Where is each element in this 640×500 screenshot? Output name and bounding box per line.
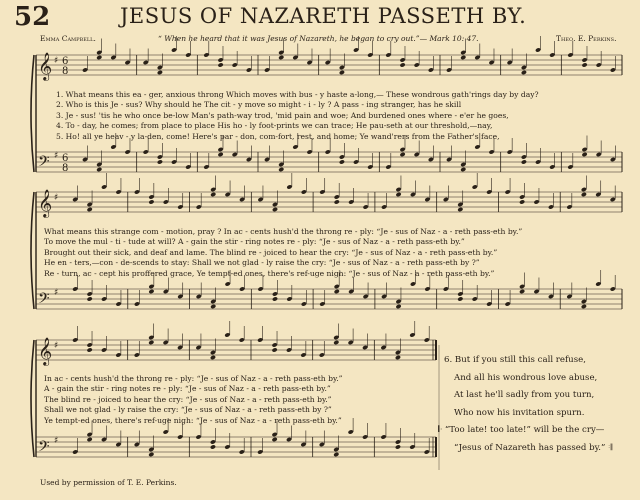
note-head (278, 55, 284, 60)
note-head (457, 296, 463, 301)
time-signature-numerator: 6 (62, 56, 69, 67)
note-head (148, 340, 154, 345)
note-head (521, 70, 527, 75)
note-head (210, 444, 216, 449)
note-head (272, 347, 278, 352)
note-head (210, 355, 216, 360)
note-head (581, 192, 587, 197)
verse-six (438, 352, 613, 458)
lyric-line: A - gain the stir - ring notes re - ply: “Je - sus of Naz - a - reth pass-eth by.” (44, 384, 331, 394)
note-head (457, 207, 463, 212)
verse6-line: 6. But if you still this call refuse, (444, 355, 586, 365)
note-head (334, 199, 340, 204)
note-head (395, 444, 401, 449)
note-head (210, 304, 216, 309)
system-brace (31, 340, 34, 457)
lyric-line: Shall we not glad - ly raise the cry: “Je - sus of Naz - a - reth pass-eth by ?” (44, 405, 332, 415)
note-head (339, 159, 345, 164)
note-head (148, 199, 154, 204)
note-head (87, 437, 93, 442)
note-head (519, 199, 525, 204)
note-head (217, 152, 223, 157)
note-head (460, 55, 466, 60)
verse6-line: At last he'll sadly from you turn, (454, 390, 595, 401)
time-signature-denominator: 8 (62, 163, 69, 174)
treble-clef-icon: 𝄞 (38, 337, 53, 365)
scripture-epigraph: “ When he heard that it was Jesus of Nazareth, he began to cry out.”— Mark 10: 47. (158, 34, 479, 43)
note-head (333, 340, 339, 345)
bass-clef-icon: 𝄢 (38, 153, 50, 174)
lyric-line: 3. Je - sus! 'tis he who once be-low Man's path-way trod, 'mid pain and woe; And burdened ones where - e'er he goes, (56, 110, 509, 120)
lyric-line: 2. Who is this Je - sus? Why should he The cit - y move so might - i - ly ? A pass - ing stranger, has he skill (56, 100, 462, 110)
key-signature-sharp-icon: ♯ (54, 436, 59, 446)
lyric-line: 4. To - day, he comes; from place to place His ho - ly foot-prints we can trace; He pau-seth at our threshold,—nay, (56, 121, 493, 131)
page-number: 52 (14, 2, 51, 32)
verse6-line: “Jesus of Nazareth has passed by.” 𝄇 (454, 442, 613, 453)
note-head (210, 192, 216, 197)
verse6-line: Who now his invitation spurn. (454, 407, 585, 418)
key-signature-sharp-icon: ♯ (54, 151, 59, 161)
note-head (96, 167, 102, 172)
note-head (333, 452, 339, 457)
note-head (272, 296, 278, 301)
note-head (278, 167, 284, 172)
lyric-line: The blind re - joiced to hear the cry: “Je - sus of Naz - a - reth pass-eth by.” (44, 394, 332, 404)
note-head (395, 192, 401, 197)
time-signature-denominator: 8 (62, 66, 69, 77)
note-head (581, 62, 587, 67)
system-brace (31, 192, 34, 309)
key-signature-sharp-icon: ♯ (54, 341, 59, 351)
note-head (87, 296, 93, 301)
system3-lyrics (44, 374, 434, 426)
treble-clef-icon: 𝄞 (38, 52, 53, 80)
note-head (334, 289, 340, 294)
note-head (148, 452, 154, 457)
verse6-line: And all his wondrous love abuse, (454, 372, 598, 383)
key-signature-sharp-icon: ♯ (54, 56, 59, 66)
note-head (157, 159, 163, 164)
note-head (272, 207, 278, 212)
note-head (339, 70, 345, 75)
treble-clef-icon: 𝄞 (38, 189, 53, 217)
note-head (217, 62, 223, 67)
note-head (519, 289, 525, 294)
lyric-line: 5. Ho! all ye heav - y la-den, come! Here's par - don, com-fort, rest, and home; Ye wand'rers from the Father's face, (56, 131, 500, 141)
note-head (395, 355, 401, 360)
note-head (96, 55, 102, 60)
lyric-line: Re - turn, ac - cept his proffered grace, Ye tempt-ed ones, there's ref-uge nigh: “Je - sus of Naz - a - reth pass-eth by.” (44, 268, 495, 278)
system-brace (31, 55, 34, 172)
note-head (581, 152, 587, 157)
lyric-line: He en - ters,—con - de-scends to stay: Shall we not glad - ly raise the cry: “Je - sus of Naz - a - reth pass-eth by ?” (44, 258, 480, 268)
note-head (521, 159, 527, 164)
lyric-line: 1. What means this ea - ger, anxious throng Which moves with bus - y haste a-long,— These wondrous gath'rings day by day? (56, 90, 539, 99)
hymn-title: JESUS OF NAZARETH PASSETH BY. (120, 4, 527, 28)
note-head (399, 62, 405, 67)
permission-credit: Used by permission of T. E. Perkins. (40, 478, 177, 487)
composer-credit: Theo. E. Perkins. (556, 34, 617, 43)
system2-lyrics (44, 227, 618, 279)
lyric-line: Ye tempt-ed ones, there's ref-uge nigh: “Je - sus of Naz - a - reth pass-eth by.” (44, 415, 342, 425)
bass-clef-icon: 𝄢 (38, 438, 50, 459)
lyric-line: In ac - cents hush'd the throng re - ply: “Je - sus of Naz - a - reth pass-eth by.” (44, 374, 343, 383)
note-head (399, 152, 405, 157)
note-head (272, 437, 278, 442)
bass-clef-icon: 𝄢 (38, 290, 50, 311)
lyric-line: What means this strange com - motion, pray ? In ac - cents hush'd the throng re - ply: “Je - sus of Naz - a - reth pass-eth by.” (44, 227, 523, 236)
key-signature-sharp-icon: ♯ (54, 288, 59, 298)
note-head (148, 289, 154, 294)
lyric-line: To move the mul - ti - tude at will? A - gain the stir - ring notes re - ply: “Je - sus of Naz - a - reth pass-eth by.” (44, 237, 465, 247)
lyric-line: Brought out their sick, and deaf and lame. The blind re - joiced to hear the cry: “Je - sus of Naz - a - reth pass-eth by.” (44, 247, 498, 257)
key-signature-sharp-icon: ♯ (54, 193, 59, 203)
note-head (87, 207, 93, 212)
note-head (157, 70, 163, 75)
time-signature-numerator: 6 (62, 153, 69, 164)
note-head (581, 304, 587, 309)
author-credit: Emma Campbell. (40, 34, 96, 43)
verse6-line: 𝄆 “Too late! too late!” will be the cry— (438, 425, 605, 436)
system1-lyrics (56, 90, 616, 142)
note-head (87, 347, 93, 352)
note-head (395, 304, 401, 309)
note-head (460, 167, 466, 172)
